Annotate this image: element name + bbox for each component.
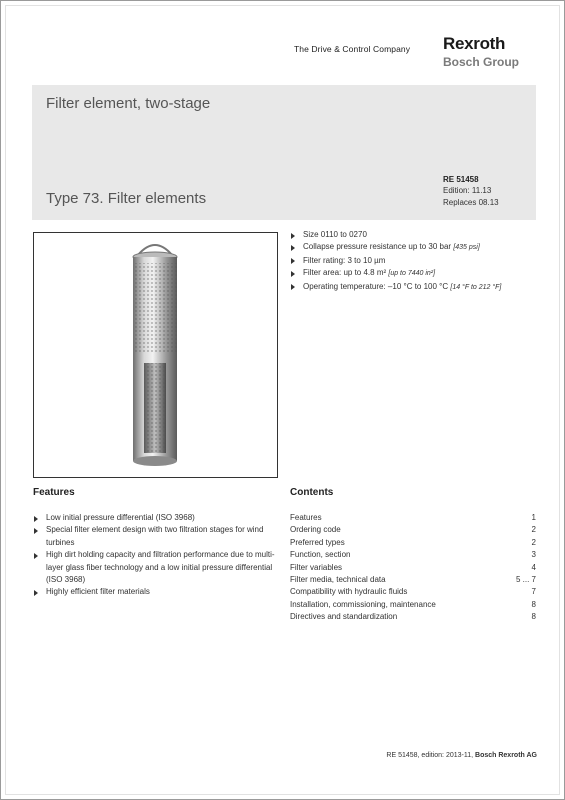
spec-list (290, 229, 501, 294)
page-footer: RE 51458, edition: 2013-11, Bosch Rexroth AG (386, 752, 537, 759)
toc-entry[interactable]: Preferred types 2 (290, 537, 536, 547)
title-band (32, 85, 536, 220)
brand-sub-logo: Bosch Group (443, 55, 520, 69)
toc-entry[interactable]: Filter media, technical data 5 ... 7 (290, 575, 536, 585)
feature-item: Low initial pressure differential (ISO 3968) (33, 512, 278, 524)
spec-item: Size 0110 to 0270 (290, 229, 501, 241)
brand-logo: Rexroth (443, 34, 506, 53)
feature-item: Special filter element design with two filtration stages for wind turbines (33, 524, 278, 549)
document-subtitle: Type 73. Filter elements (46, 190, 207, 207)
document-title: Filter element, two-stage (46, 95, 211, 112)
company-tagline: The Drive & Control Company (294, 44, 411, 54)
product-image-frame (33, 232, 278, 478)
edition: Edition: 11.13 (443, 186, 492, 195)
spec-item: Filter rating: 3 to 10 µm (290, 255, 501, 267)
doc-number: RE 51458 (443, 175, 479, 184)
spec-item: Filter area: up to 4.8 m² [up to 7440 in²] (290, 267, 501, 280)
feature-item: High dirt holding capacity and filtration performance due to multi-layer glass fiber technology and a low initial pressure differential (ISO 3968) (33, 549, 278, 586)
filter-element-image (34, 233, 277, 477)
spec-item: Collapse pressure resistance up to 30 bar [435 psi] (290, 241, 501, 254)
toc-entry[interactable]: Installation, commissioning, maintenance 8 (290, 599, 536, 609)
toc-entry[interactable]: Compatibility with hydraulic fluids 7 (290, 587, 536, 597)
toc-entry[interactable]: Ordering code 2 (290, 525, 536, 535)
features-list (33, 512, 278, 599)
feature-item: Highly efficient filter materials (33, 586, 278, 598)
toc-entry[interactable]: Function, section 3 (290, 550, 536, 560)
toc-entry[interactable]: Directives and standardization 8 (290, 612, 536, 622)
features-heading: Features (33, 487, 75, 498)
toc-entry[interactable]: Features 1 (290, 513, 536, 522)
contents-heading: Contents (290, 487, 334, 498)
replaces: Replaces 08.13 (443, 198, 499, 207)
toc-entry[interactable]: Filter variables 4 (290, 562, 536, 572)
spec-item: Operating temperature: –10 °C to 100 °C [14 °F to 212 °F] (290, 281, 501, 294)
table-of-contents (290, 512, 536, 624)
